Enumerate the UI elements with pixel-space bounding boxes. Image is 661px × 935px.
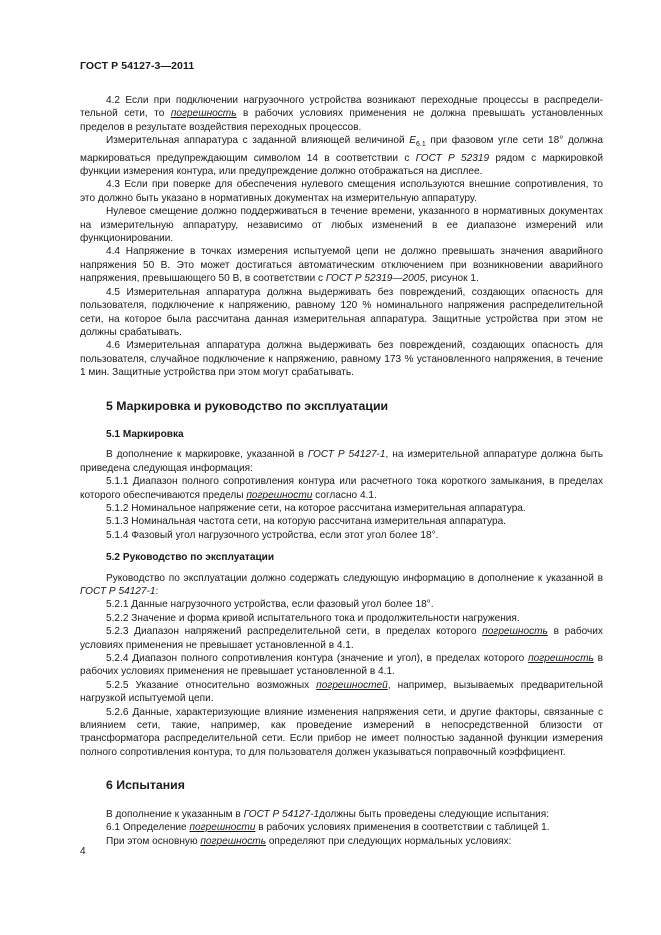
paragraph-4-6: 4.6 Измерительная аппаратура должна выдерживать без повреждений, создающих опасность для пользователя, случайное подключение к напряжению, равному 173 % установленного напряжения, в течение 1 мин. Защитные устройства при этом могут срабатывать. <box>80 340 603 379</box>
term-link[interactable]: погрешность <box>200 835 267 847</box>
section-5-1-heading: 5.1 Маркировка <box>106 428 184 440</box>
term-link[interactable]: погрешность <box>170 108 237 120</box>
paragraph-4-2: 4.2 Если при подключении нагрузочного устройства возникают переходные процессы в распределительной сети, то погрешность в рабочих условиях применения не должна превышать установленных пределов в результате воздействия переходных процессов. <box>80 95 603 133</box>
paragraph-5-1-2: 5.1.2 Номинальное напряжение сети, на которое рассчитана измерительная аппаратура. <box>106 502 526 514</box>
standard-reference: ГОСТ Р 52319—2005 <box>325 273 425 285</box>
paragraph-4-3-offset: Нулевое смещение должно поддерживаться в течение времени, указанного в нормативных документах на измерительную аппаратуру, независимо от любых изменений в ее диапазоне измерений или функционировании. <box>80 206 603 245</box>
term-link[interactable]: погрешности <box>246 489 313 501</box>
paragraph-4-4: 4.4 Напряжение в точках измерения испытуемой цепи не должно превышать значения аварийного напряжения 50 В. Это может достигаться автоматическим отключением при возникновении аварийного напряжения, превышающего 50 В, в соответствии с ГОСТ Р 52319—2005, рисунок 1. <box>80 246 603 285</box>
document-header: ГОСТ Р 54127-3—2011 <box>80 60 195 72</box>
standard-reference: ГОСТ Р 52319 <box>415 152 490 164</box>
standard-reference: ГОСТ Р 54127-1 <box>307 449 386 461</box>
paragraph-5-2-3: 5.2.3 Диапазон напряжений распределительной сети, в пределах которого погрешность в рабочих условиях применения не превышает установленной в 4.1. <box>80 626 603 651</box>
term-link[interactable]: погрешностей <box>316 679 388 691</box>
standard-reference: ГОСТ Р 54127-1 <box>243 808 320 820</box>
term-link[interactable]: погрешность <box>482 626 548 638</box>
paragraph-5-2-5: 5.2.5 Указание относительно возможных погрешностей, например, вызываемых предварительной нагрузкой испытуемой цепи. <box>80 679 603 705</box>
paragraph-5-1: В дополнение к маркировке, указанной в ГОСТ Р 54127-1, на измерительной аппаратуре должна быть приведена следующая информация: <box>80 449 603 474</box>
standard-reference: ГОСТ Р 54127-1 <box>80 586 156 598</box>
page-number: 4 <box>80 846 86 857</box>
paragraph-5-2-4: 5.2.4 Диапазон полного сопротивления контура (значение и угол), в пределах которого погрешность в рабочих условиях применения не превышает установленной в 4.1. <box>80 653 604 678</box>
paragraph-5-1-3: 5.1.3 Номинальная частота сети, на которую рассчитана измерительная аппаратура. <box>106 516 506 528</box>
paragraph-5-1-1: 5.1.1 Диапазон полного сопротивления контура или расчетного тока короткого замыкания, в пределах которого обеспечиваются пределы погрешности согласно 4.1. <box>80 476 603 501</box>
paragraph-4-3: 4.3 Если при поверке для обеспечения нулевого смещения используются внешние сопротивления, то это должно быть указано в нормативных документах на измерительную аппаратуру. <box>80 179 603 204</box>
paragraph-6-1-conditions: При этом основную погрешность определяют при следующих нормальных условиях: <box>106 835 512 847</box>
paragraph-5-2-6: 5.2.6 Данные, характеризующие влияние изменения напряжения сети, и другие факторы, связанные с влиянием сети, такие, например, как проведение измерений в непосредственной близости от трансформатора распределительной сети. Если прибор не имеет полностью заданной функции измерения полного сопротивления контура, то для пользователя должен указываться поправочный коэффициент. <box>80 706 603 758</box>
paragraph-6-1: 6.1 Определение погрешности в рабочих условиях применения в соответствии с таблицей 1. <box>106 822 550 834</box>
paragraph-5-1-4: 5.1.4 Фазовый угол нагрузочного устройства, если этот угол более 18°. <box>106 529 439 541</box>
section-5-2-heading: 5.2 Руководство по эксплуатации <box>106 552 275 564</box>
section-6-heading: 6 Испытания <box>106 778 185 793</box>
paragraph-5-2-2: 5.2.2 Значение и форма кривой испытательного тока и продолжительности нагружения. <box>106 612 520 624</box>
paragraph-4-5: 4.5 Измерительная аппаратура должна выдерживать без повреждений, создающих опасность для пользователя, подключение к напряжению, равному 120 % номинального напряжения распределительной сети, на которое была рассчитана данная измерительная аппаратура. Защитные устройства при этом не должны срабатывать. <box>80 286 603 338</box>
paragraph-5-2: Руководство по эксплуатации должно содержать следующую информацию в дополнение к указанной в ГОСТ Р 54127-1: <box>80 572 603 598</box>
section-5-heading: 5 Маркировка и руководство по эксплуатации <box>106 398 389 413</box>
paragraph-6: В дополнение к указанным в ГОСТ Р 54127-1должны быть проведены следующие испытания: <box>106 808 550 820</box>
term-link[interactable]: погрешность <box>528 653 594 665</box>
term-link[interactable]: погрешности <box>189 822 256 834</box>
paragraph-4-2-marking: Измерительная аппаратура с заданной влияющей величиной $E_{6.1}$ при фазовом угле сети 18° должна маркироваться предупреждающим символом 14 в соответствии с ГОСТ Р 52319 рядом с маркировкой функции измерения контура, или предупреждение должно отображаться на дисплее. <box>80 135 603 178</box>
document-body <box>80 94 603 848</box>
paragraph-5-2-1: 5.2.1 Данные нагрузочного устройства, если фазовый угол более 18°. <box>106 599 434 611</box>
